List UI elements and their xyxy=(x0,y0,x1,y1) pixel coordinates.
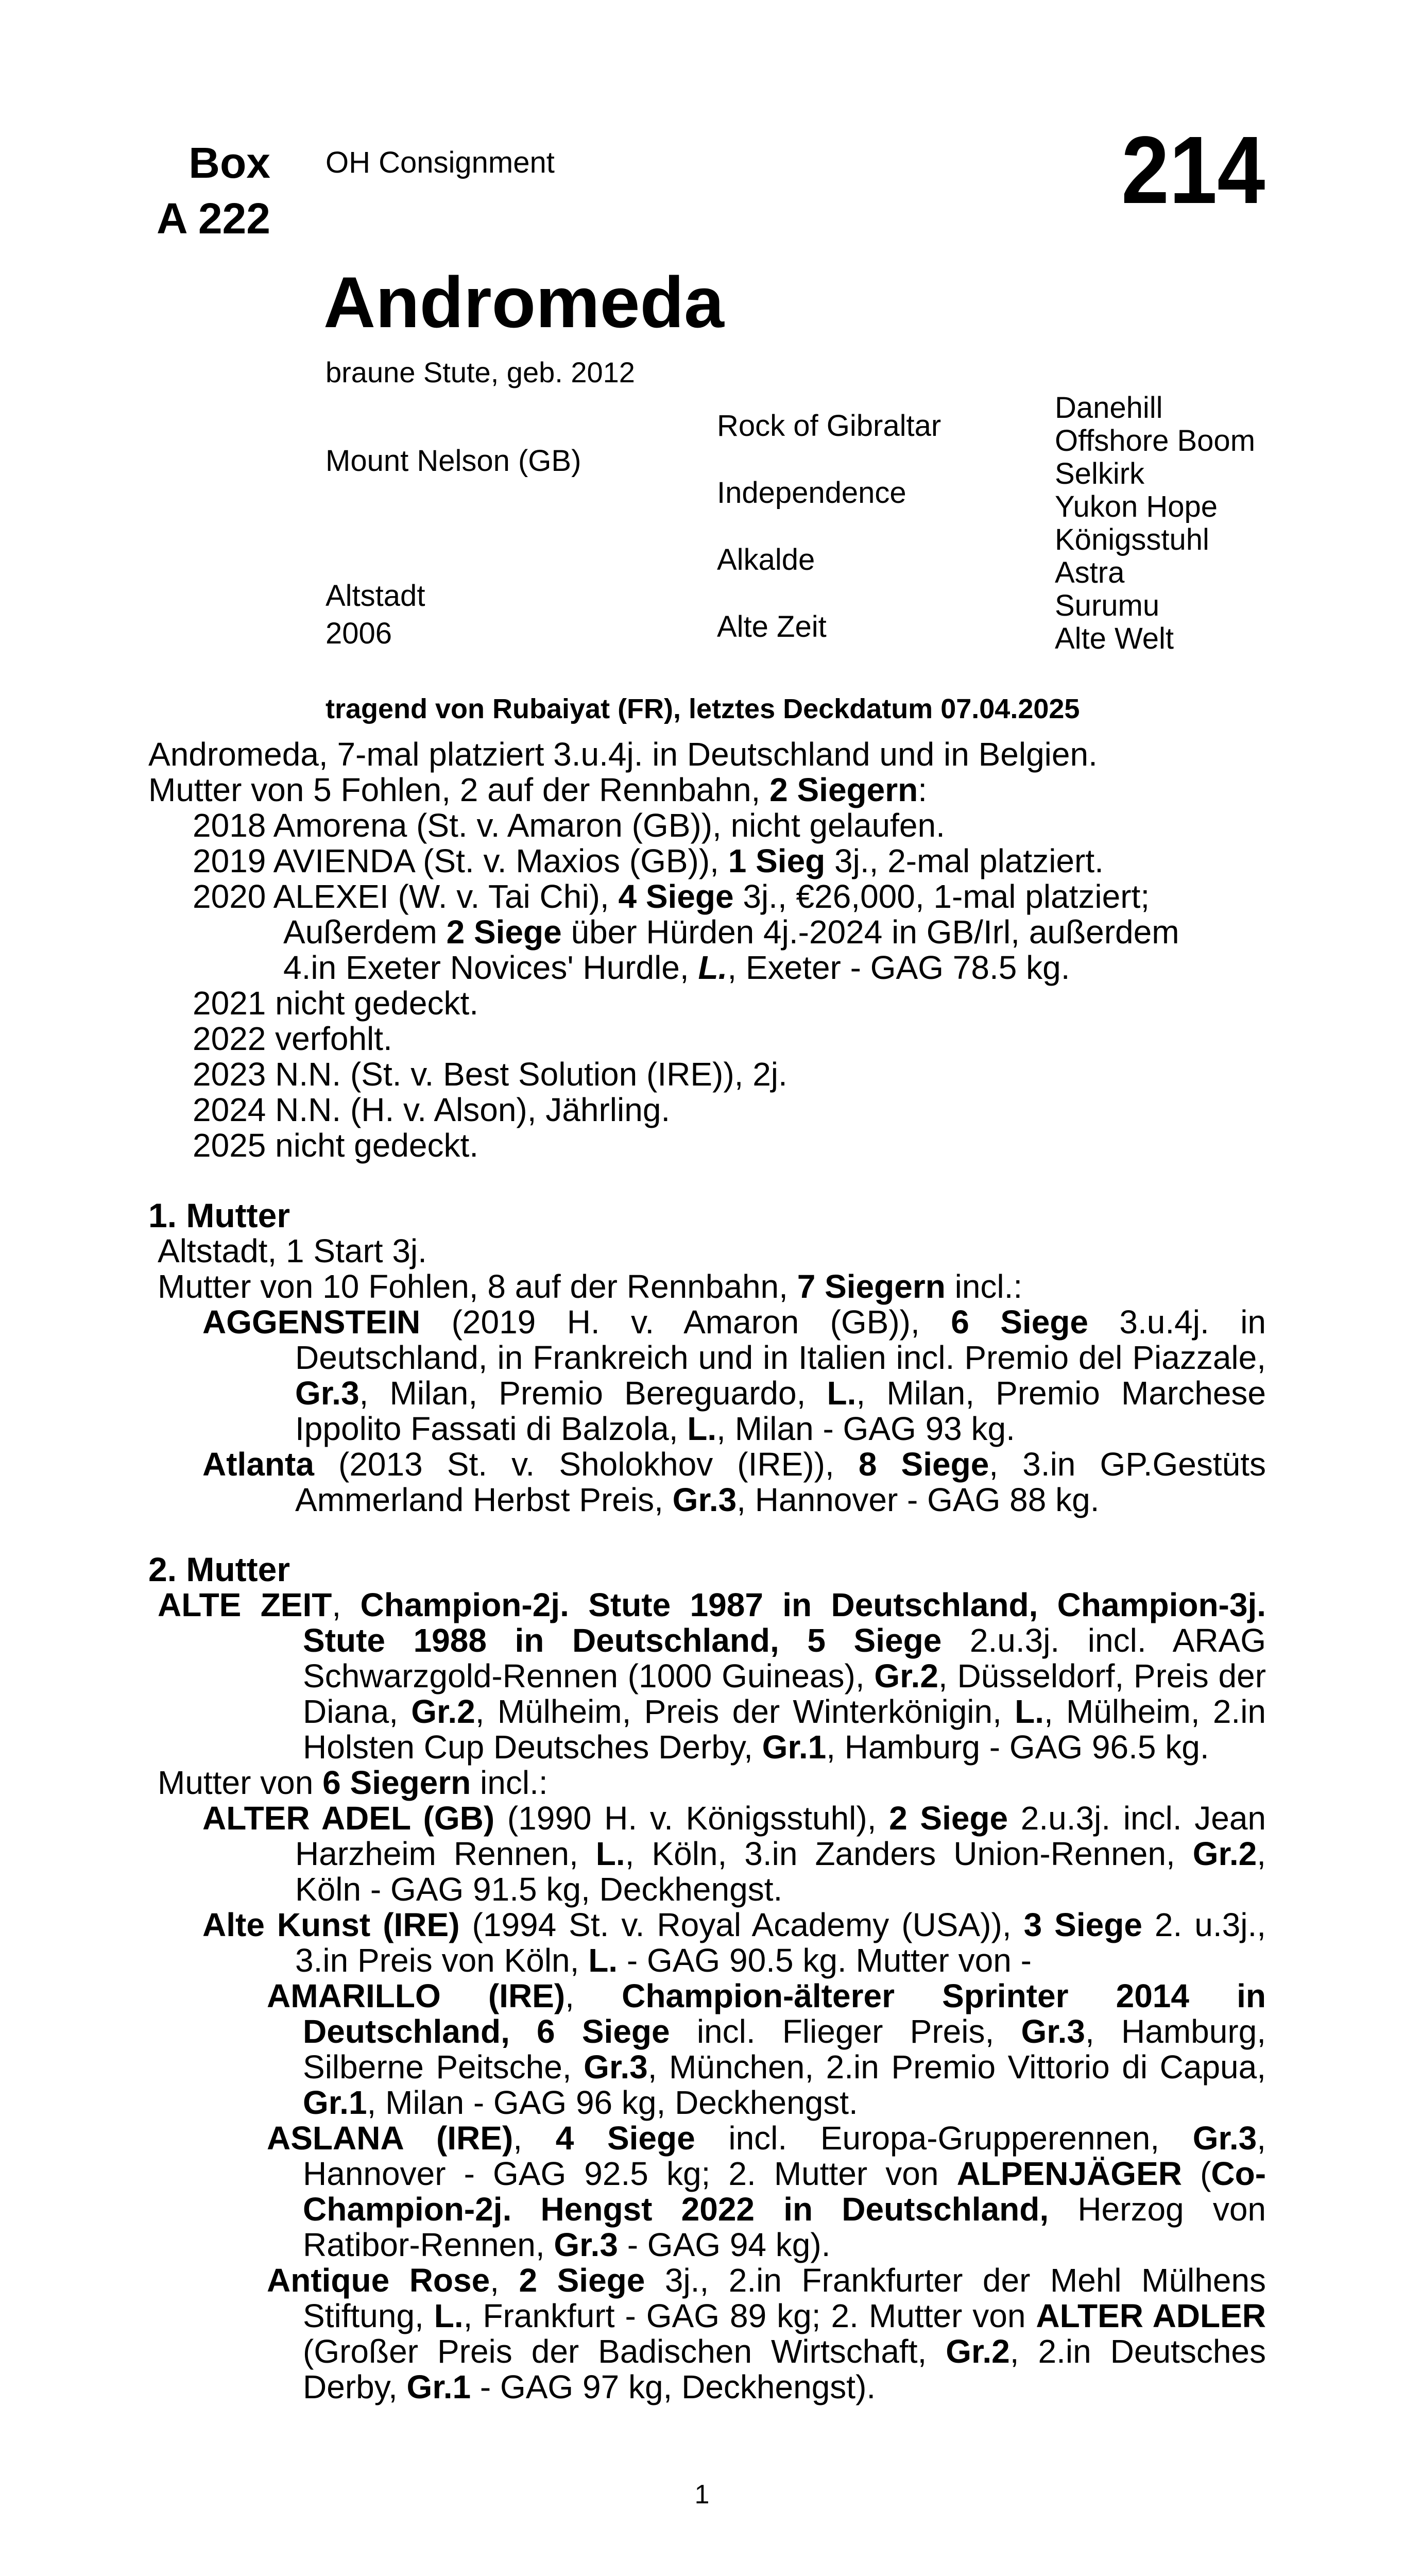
entry-text: , xyxy=(565,1977,622,2014)
produce-item xyxy=(148,1128,1266,1163)
wins-count: 6 Siege xyxy=(951,1303,1088,1341)
wins-count: 2 Siege xyxy=(519,2262,645,2299)
produce-item xyxy=(148,1057,1266,1092)
entry-text: , Köln - GAG 91.5 kg, Deckhengst. xyxy=(295,1835,1266,1908)
entry-text: 2.u.3j. incl. ARAG Schwarzgold-Rennen (1000 Guineas), xyxy=(303,1622,1266,1694)
box-id: A 222 xyxy=(156,194,270,243)
pedigree-gen3-item: Königsstuhl xyxy=(1055,523,1209,556)
box-label: Box xyxy=(189,139,270,187)
grand-sibling-entry xyxy=(148,2263,1266,2405)
entry-text: , Milan, Premio Bereguardo, xyxy=(359,1375,827,1412)
championship-title: Champion-2j. Stute 1987 in Deutschland, Champion-3j. Stute 1988 in Deutschland, 5 Siege xyxy=(303,1586,1266,1659)
championship-title: Co-Champion-2j. Hengst 2022 in Deutschland, xyxy=(303,2155,1266,2228)
pedigree-gen3-item: Danehill xyxy=(1055,391,1163,425)
box-number xyxy=(77,135,270,246)
produce-item-continued xyxy=(148,914,1266,950)
entry-text: , Frankfurt - GAG 89 kg; 2. Mutter von xyxy=(463,2297,1036,2334)
race-grade: L. xyxy=(434,2297,464,2334)
pedigree-gen3-item: Astra xyxy=(1055,556,1125,589)
produce-year: 2022 xyxy=(193,1020,266,1057)
entry-text: 2.u.3j. incl. Jean Harzheim Rennen, xyxy=(295,1800,1266,1872)
entry-text: 3j., 2.in Frankfurter der Mehl Mülhens Stiftung, xyxy=(303,2262,1266,2334)
race-grade: Gr.1 xyxy=(303,2084,367,2121)
produce-text: Außerdem xyxy=(283,913,447,951)
sibling-name: AGGENSTEIN xyxy=(202,1303,421,1341)
entry-text: (2013 St. v. Sholokhov (IRE)), xyxy=(314,1446,859,1483)
entry-text: , Hannover - GAG 88 kg. xyxy=(737,1481,1100,1518)
sibling-name: Alte Kunst (IRE) xyxy=(202,1906,460,1943)
produce-summary xyxy=(148,772,1266,808)
listed-race-label: L. xyxy=(698,949,728,986)
second-dam-entry xyxy=(148,1587,1266,1765)
entry-text: , 2.in Deutsches Derby, xyxy=(303,2333,1266,2405)
entry-text: Herzog von Ratibor-Rennen, xyxy=(303,2191,1266,2263)
produce-summary-punct: : xyxy=(918,771,927,808)
race-grade: Gr.3 xyxy=(554,2226,618,2263)
produce-text: N.N. (St. v. Best Solution (IRE)), 2j. xyxy=(266,1056,787,1093)
wins-count: 3 Siege xyxy=(1023,1906,1142,1943)
produce-text: 3j., €26,000, 1-mal platziert; xyxy=(733,878,1150,915)
entry-text: , Düsseldorf, Preis der Diana, xyxy=(303,1657,1266,1730)
entry-text: - GAG 97 kg, Deckhengst). xyxy=(471,2368,876,2405)
entry-text: , xyxy=(332,1586,361,1623)
first-dam-summary xyxy=(148,1269,1266,1304)
winners-count: 7 Siegern xyxy=(797,1268,946,1305)
entry-text: , Hamburg, Silberne Peitsche, xyxy=(303,2013,1266,2086)
covering-note: tragend von Rubaiyat (FR), letztes Deckdatum 07.04.2025 xyxy=(326,693,1080,724)
pedigree-dam-year: 2006 xyxy=(326,617,392,650)
first-dam-line: Altstadt, 1 Start 3j. xyxy=(158,1232,427,1269)
entry-text: (1990 H. v. Königsstuhl), xyxy=(494,1800,889,1837)
race-grade: Gr.2 xyxy=(1192,1835,1257,1872)
race-grade: Gr.3 xyxy=(1021,2013,1086,2050)
sibling-entry xyxy=(148,1447,1266,1518)
grand-sibling-entry xyxy=(148,2121,1266,2263)
entry-text: , xyxy=(513,2120,556,2157)
pedigree-dam-sire: Alkalde xyxy=(717,543,815,577)
produce-text: , Exeter - GAG 78.5 kg. xyxy=(727,949,1070,986)
produce-year: 2023 xyxy=(193,1056,266,1093)
produce-item xyxy=(148,1021,1266,1057)
race-grade: L. xyxy=(595,1835,625,1872)
race-grade: Gr.2 xyxy=(411,1693,475,1730)
sibling-name: Atlanta xyxy=(202,1446,314,1483)
entry-text: , Milan - GAG 96 kg, Deckhengst. xyxy=(367,2084,858,2121)
pedigree-gen3-item: Offshore Boom xyxy=(1055,424,1256,457)
produce-text: 3j., 2-mal platziert. xyxy=(825,842,1104,879)
championship-title: Champion-älterer Sprinter 2014 in Deutschland, 6 Siege xyxy=(303,1977,1266,2050)
sibling-name: AMARILLO (IRE) xyxy=(267,1977,566,2014)
entry-text: 3.u.4j. in Deutschland, in Frankreich und in Italien incl. Premio del Piazzale, xyxy=(295,1303,1266,1376)
consignor: OH Consignment xyxy=(326,146,555,179)
entry-text: incl. Europa-Grupperennen, xyxy=(695,2120,1193,2157)
produce-year: 2019 xyxy=(193,842,266,879)
entry-text: ( xyxy=(1182,2155,1211,2192)
produce-text: nicht gedeckt. xyxy=(266,985,479,1022)
produce-text: N.N. (H. v. Alson), Jährling. xyxy=(266,1091,671,1128)
first-dam-section xyxy=(148,1198,1266,1518)
produce-text: 4.in Exeter Novices' Hurdle, xyxy=(283,949,698,986)
produce-item xyxy=(148,879,1266,914)
produce-item xyxy=(148,1092,1266,1128)
horse-name: Andromeda xyxy=(323,262,724,343)
entry-text: , Milan - GAG 93 kg. xyxy=(716,1410,1015,1447)
sibling-entry xyxy=(148,1304,1266,1447)
pedigree-gen3-item: Alte Welt xyxy=(1055,622,1174,655)
race-grade: Gr.1 xyxy=(406,2368,471,2405)
produce-text: Amorena (St. v. Amaron (GB)), nicht gelaufen. xyxy=(266,807,945,844)
summary-text: Mutter von xyxy=(158,1764,323,1801)
section-title: 2. Mutter xyxy=(148,1550,290,1588)
produce-item xyxy=(148,808,1266,843)
entry-text: (1994 St. v. Royal Academy (USA)), xyxy=(459,1906,1024,1943)
produce-record xyxy=(148,737,1266,1163)
produce-year: 2020 xyxy=(193,878,266,915)
entry-text: , Hannover - GAG 92.5 kg; 2. Mutter von xyxy=(303,2120,1266,2192)
pedigree-gen3-item: Surumu xyxy=(1055,589,1160,622)
second-dam-section xyxy=(148,1552,1266,2405)
sibling-name: Antique Rose xyxy=(267,2262,490,2299)
pedigree-gen3 xyxy=(1055,392,1255,655)
race-grade: Gr.2 xyxy=(946,2333,1010,2370)
produce-wins: 1 Sieg xyxy=(728,842,826,879)
winners-count: 2 Siegern xyxy=(769,771,918,808)
race-grade: Gr.3 xyxy=(672,1481,737,1518)
produce-wins: 2 Siege xyxy=(446,913,562,951)
entry-text: incl. Flieger Preis, xyxy=(670,2013,1021,2050)
sibling-name: ASLANA (IRE) xyxy=(267,2120,513,2157)
pedigree-dam-dam: Alte Zeit xyxy=(717,610,827,643)
race-grade: Gr.3 xyxy=(1192,2120,1257,2157)
race-grade: Gr.3 xyxy=(295,1375,359,1412)
entry-text: , xyxy=(490,2262,519,2299)
produce-year: 2018 xyxy=(193,807,266,844)
entry-text: , Mülheim, 2.in Holsten Cup Deutsches Derby, xyxy=(303,1693,1266,1766)
produce-year: 2021 xyxy=(193,985,266,1022)
race-grade: Gr.2 xyxy=(874,1657,938,1694)
summary-text: Mutter von 10 Fohlen, 8 auf der Rennbahn, xyxy=(158,1268,797,1305)
race-grade: L. xyxy=(827,1375,857,1412)
pedigree-dam: Altstadt xyxy=(326,579,425,613)
produce-wins: 4 Siege xyxy=(618,878,734,915)
entry-text: , München, 2.in Premio Vittorio di Capua, xyxy=(647,2048,1266,2086)
page-number: 1 xyxy=(694,2480,710,2510)
section-title: 1. Mutter xyxy=(148,1196,290,1234)
entry-text: , Mülheim, Preis der Winterkönigin, xyxy=(475,1693,1015,1730)
entry-text: , Milan, Premio Marchese Ippolito Fassati di Balzola, xyxy=(295,1375,1266,1447)
second-dam-summary xyxy=(148,1765,1266,1801)
entry-text: - GAG 90.5 kg. Mutter von - xyxy=(618,1942,1032,1979)
produce-text: nicht gedeckt. xyxy=(275,1127,479,1164)
descendant-name: ALPENJÄGER xyxy=(956,2155,1182,2192)
produce-text: ALEXEI (W. v. Tai Chi), xyxy=(266,878,619,915)
produce-summary-text: Mutter von 5 Fohlen, 2 auf der Rennbahn, xyxy=(148,771,770,808)
entry-text: , Hamburg - GAG 96.5 kg. xyxy=(826,1728,1209,1766)
winners-count: 6 Siegern xyxy=(322,1764,471,1801)
pedigree-sire-dam: Independence xyxy=(717,476,906,510)
sibling-name: ALTER ADEL (GB) xyxy=(202,1800,495,1837)
pedigree-sire-sire: Rock of Gibraltar xyxy=(717,409,941,443)
descendant-name: ALTER ADLER xyxy=(1036,2297,1266,2334)
horse-description: braune Stute, geb. 2012 xyxy=(326,356,635,388)
wins-count: 8 Siege xyxy=(858,1446,989,1483)
entry-text: (Großer Preis der Badischen Wirtschaft, xyxy=(303,2333,946,2370)
produce-item-continued xyxy=(148,950,1266,986)
produce-year: 2025 xyxy=(193,1127,266,1164)
produce-year: 2024 xyxy=(193,1091,266,1128)
produce-text: AVIENDA (St. v. Maxios (GB)), xyxy=(266,842,728,879)
sibling-entry xyxy=(148,1907,1266,1978)
produce-text: verfohlt. xyxy=(275,1020,392,1057)
summary-text: incl.: xyxy=(471,1764,548,1801)
wins-count: 2 Siege xyxy=(889,1800,1008,1837)
lot-number: 214 xyxy=(1121,117,1265,224)
pedigree-sire: Mount Nelson (GB) xyxy=(326,444,581,478)
grand-sibling-entry xyxy=(148,1978,1266,2121)
pedigree-gen3-item: Selkirk xyxy=(1055,457,1145,490)
produce-item xyxy=(148,986,1266,1021)
race-grade: L. xyxy=(588,1942,618,1979)
entry-text: , Köln, 3.in Zanders Union-Rennen, xyxy=(625,1835,1193,1872)
entry-text: , 3.in GP.Gestüts Ammerland Herbst Preis, xyxy=(295,1446,1266,1518)
entry-text: - GAG 94 kg). xyxy=(618,2226,831,2263)
summary-text: incl.: xyxy=(945,1268,1023,1305)
entry-text: 2. u.3j., 3.in Preis von Köln, xyxy=(295,1906,1266,1979)
produce-text: über Hürden 4j.-2024 in GB/Irl, außerdem xyxy=(561,913,1179,951)
produce-intro: Andromeda, 7-mal platziert 3.u.4j. in Deutschland und in Belgien. xyxy=(148,736,1098,773)
race-grade: Gr.1 xyxy=(762,1728,827,1766)
race-grade: Gr.3 xyxy=(584,2048,648,2086)
wins-count: 4 Siege xyxy=(555,2120,695,2157)
entry-text: (2019 H. v. Amaron (GB)), xyxy=(420,1303,951,1341)
produce-item xyxy=(148,843,1266,879)
dam-name: ALTE ZEIT xyxy=(158,1586,332,1623)
race-grade: L. xyxy=(687,1410,717,1447)
race-grade: L. xyxy=(1015,1693,1044,1730)
pedigree-gen3-item: Yukon Hope xyxy=(1055,490,1218,523)
sibling-entry xyxy=(148,1801,1266,1907)
